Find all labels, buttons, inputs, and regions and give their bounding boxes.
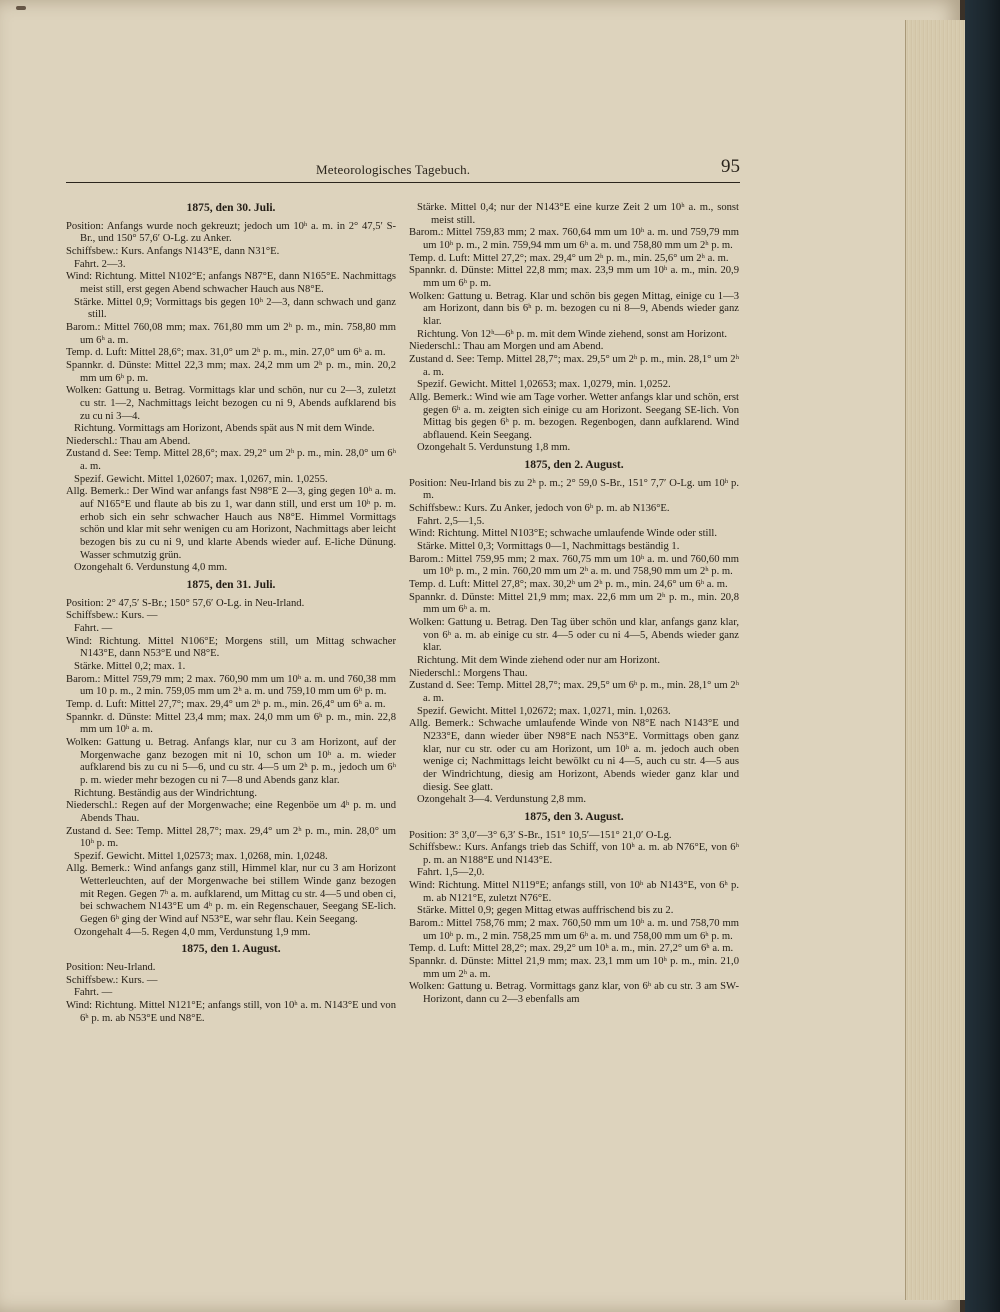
log-line: Schiffsbew.: Kurs. Zu Anker, jedoch von 6ʰ p. m. ab N136°E.	[409, 503, 670, 515]
log-line: Barom.: Mittel 759,79 mm; 2 max. 760,90 mm um 10ʰ a. m. und 760,38 mm um 10 p. m., 2 min. 759,05 mm um 2ʰ a. m. und 759,10 mm um 6ʰ p. m.	[66, 673, 396, 698]
log-line: Schiffsbew.: Kurs. —	[66, 610, 158, 622]
log-line: Wolken: Gattung u. Betrag. Vormittags klar und schön, nur cu 2—3, zuletzt cu str. 1—2, Nachmittags leicht bezogen cu ni 9, Abends aufklarend bis zu cu ni 3—4.	[66, 385, 396, 422]
log-line: Spannkr. d. Dünste: Mittel 23,4 mm; max. 24,0 mm um 6ʰ p. m., min. 22,8 mm um 10ʰ a. m.	[66, 711, 396, 736]
entry-date-heading: 1875, den 30. Juli.	[186, 201, 276, 214]
log-line: Position: Neu-Irland.	[66, 962, 156, 974]
entry-date-heading: 1875, den 1. August.	[181, 942, 281, 956]
log-subline: Stärke. Mittel 0,4; nur der N143°E eine kurze Zeit 2 um 10ʰ a. m., sonst meist still.	[417, 202, 739, 226]
log-line: Spannkr. d. Dünste: Mittel 21,9 mm; max. 22,6 mm um 2ʰ p. m., min. 20,8 mm um 6ʰ a. m.	[409, 591, 739, 616]
entry-date-heading: 1875, den 3. August.	[524, 809, 624, 823]
log-line: Position: Neu-Irland bis zu 2ʰ p. m.; 2° 59,0 S-Br., 151° 7,7′ O-Lg. um 10ʰ p. m.	[409, 477, 739, 502]
log-line: Barom.: Mittel 759,83 mm; 2 max. 760,64 mm um 10ʰ a. m. und 759,79 mm um 10ʰ p. m., 2 min. 759,94 mm um 6ʰ a. m. und 758,80 mm um 2ʰ p. m.	[409, 227, 739, 251]
log-line: Barom.: Mittel 760,08 mm; max. 761,80 mm um 2ʰ p. m., min. 758,80 mm um 6ʰ a. m.	[66, 321, 396, 346]
log-line: Position: 2° 47,5′ S-Br.; 150° 57,6′ O-Lg. in Neu-Irland.	[66, 597, 305, 609]
log-line: Position: Anfangs wurde noch gekreuzt; jedoch um 10ʰ a. m. in 2° 47,5′ S-Br., und 150° 57,6′ O-Lg. zu Anker.	[66, 220, 396, 245]
log-line: Allg. Bemerk.: Der Wind war anfangs fast N98°E 2—3, ging gegen 10ʰ a. m. auf N165°E und flaute ab bis zu 1, war dann still, und erst um 10ʰ p. m. erhob sich ein sehr schwacher Hauch aus N8°E. Himmel Vormittags schön und klar mit sehr wenigen cu am Horizont, Nachmittags aber leicht bezogen bis zu cu ni 9, und klarte Abends wieder auf. E-liche Dünung. Wasser schmutzig grün.	[66, 486, 396, 561]
log-line: Zustand d. See: Temp. Mittel 28,7°; max. 29,5° um 6ʰ p. m., min. 28,1° um 2ʰ a. m.	[409, 680, 739, 704]
page-number: 95	[721, 156, 740, 177]
log-line: Temp. d. Luft: Mittel 28,6°; max. 31,0° um 2ʰ p. m., min. 27,0° um 6ʰ a. m.	[66, 347, 386, 359]
log-line: Schiffsbew.: Kurs. Anfangs trieb das Schiff, von 10ʰ a. m. ab N76°E, von 6ʰ p. m. an N188°E und N143°E.	[409, 842, 739, 866]
log-line: Wind: Richtung. Mittel N103°E; schwache umlaufende Winde oder still.	[409, 528, 717, 540]
log-subline: Richtung. Von 12ʰ—6ʰ p. m. mit dem Winde ziehend, sonst am Horizont.	[417, 328, 728, 340]
log-subline: Fahrt. 1,5—2,0.	[417, 867, 485, 879]
log-line: Schiffsbew.: Kurs. —	[66, 974, 158, 986]
log-line: Wolken: Gattung u. Betrag. Vormittags ganz klar, von 6ʰ ab cu str. 3 am SW-Horizont, dann cu 2—3 ebenfalls am	[409, 981, 739, 1006]
log-subline: Stärke. Mittel 0,2; max. 1.	[74, 660, 186, 672]
log-line: Allg. Bemerk.: Schwache umlaufende Winde von N8°E nach N143°E und N233°E, dann wieder über N98°E nach N53°E. Vormittags oben ganz klar, nur cu str. oder cu am Horizont, um 10ʰ a. m. jedoch auch oben wenige ci; Nachmittags leicht bewölkt cu ni 4—5, auch cu str. 4—5 aus der Windrichtung, diesig am Horizont, Abends wieder ganz klar und diesig. See glatt.	[409, 718, 739, 793]
log-line: Temp. d. Luft: Mittel 28,2°; max. 29,2° um 10ʰ a. m., min. 27,2° um 6ʰ a. m.	[409, 943, 734, 955]
log-line: Position: 3° 3,0′—3° 6,3′ S-Br., 151° 10,5′—151° 21,0′ O-Lg.	[409, 829, 672, 841]
book-cover	[965, 0, 1000, 1312]
log-line: Wolken: Gattung u. Betrag. Den Tag über schön und klar, anfangs ganz klar, von 6ʰ a. m. ab einige cu str. 4—5 oder cu ni 4—5, Abends wieder ganz klar.	[409, 617, 739, 654]
log-line: Wind: Richtung. Mittel N106°E; Morgens still, um Mittag schwacher N143°E, dann N53°E und N8°E.	[66, 635, 396, 660]
log-subline: Fahrt. —	[74, 987, 113, 999]
log-subline: Spezif. Gewicht. Mittel 1,02672; max. 1,0271, min. 1,0263.	[417, 705, 671, 717]
ink-smudge	[16, 6, 26, 10]
log-subline: Ozongehalt 5. Verdunstung 1,8 mm.	[417, 442, 571, 454]
log-line: Niederschl.: Morgens Thau.	[409, 667, 528, 679]
log-subline: Fahrt. —	[74, 623, 113, 634]
log-line: Wolken: Gattung u. Betrag. Anfangs klar, nur cu 3 am Horizont, auf der Morgenwache ganz bezogen mit ni 10, schon um 10ʰ a. m. wieder aufklarend bis zu cu ni 5—6, und cu str. 4—5 um 2ʰ p. m., jedoch um 6ʰ p. m. wieder mehr bezogen cu ni 7—8 und Abends ganz klar.	[66, 736, 396, 786]
right-column	[409, 202, 739, 1007]
log-subline: Richtung. Vormittags am Horizont, Abends spät aus N mit dem Winde.	[74, 423, 375, 435]
page-header	[66, 158, 740, 183]
log-line: Zustand d. See: Temp. Mittel 28,7°; max. 29,5° um 2ʰ p. m., min. 28,1° um 2ʰ a. m.	[409, 353, 739, 378]
log-line: Niederschl.: Thau am Abend.	[66, 435, 191, 447]
log-line: Niederschl.: Thau am Morgen und am Abend.	[409, 341, 604, 353]
log-line: Wind: Richtung. Mittel N102°E; anfangs N87°E, dann N165°E. Nachmittags meist still, erst gegen Abend schwacher Hauch aus N8°E.	[66, 271, 396, 295]
log-line: Allg. Bemerk.: Wind wie am Tage vorher. Wetter anfangs klar und schön, erst gegen 6ʰ a. m. zeigten sich einige cu am Horizont. Seegang SE-lich. Von Mittag bis gegen 6ʰ p. m. bezogen. Regenbogen, dann aufklarend. Wind abflauend. Kein Seegang.	[409, 391, 739, 441]
log-line: Temp. d. Luft: Mittel 27,2°; max. 29,4° um 2ʰ p. m., min. 25,6° um 2ʰ a. m.	[409, 252, 729, 264]
log-line: Schiffsbew.: Kurs. Anfangs N143°E, dann N31°E.	[66, 245, 280, 257]
log-line: Wind: Richtung. Mittel N119°E; anfangs still, von 10ʰ ab N143°E, von 6ʰ p. m. ab N121°E, zuletzt N76°E.	[409, 880, 739, 904]
log-subline: Spezif. Gewicht. Mittel 1,02607; max. 1,0267, min. 1,0255.	[74, 473, 328, 485]
log-line: Temp. d. Luft: Mittel 27,8°; max. 30,2ʰ um 2ʰ p. m., min. 24,6° um 6ʰ a. m.	[409, 579, 728, 591]
log-line: Spannkr. d. Dünste: Mittel 22,8 mm; max. 23,9 mm um 10ʰ a. m., min. 20,9 mm um 6ʰ p. m.	[409, 265, 739, 289]
log-subline: Stärke. Mittel 0,3; Vormittags 0—1, Nachmittags beständig 1.	[417, 541, 680, 553]
log-subline: Spezif. Gewicht. Mittel 1,02653; max. 1,0279, min. 1,0252.	[417, 379, 671, 391]
log-line: Zustand d. See: Temp. Mittel 28,7°; max. 29,4° um 2ʰ p. m., min. 28,0° um 10ʰ p. m.	[66, 825, 396, 850]
log-line: Temp. d. Luft: Mittel 27,7°; max. 29,4° um 2ʰ p. m., min. 26,4° um 6ʰ a. m.	[66, 698, 386, 710]
entry-date-heading: 1875, den 2. August.	[524, 458, 624, 472]
log-line: Spannkr. d. Dünste: Mittel 21,9 mm; max. 23,1 mm um 10ʰ p. m., min. 21,0 mm um 2ʰ a. m.	[409, 956, 739, 980]
log-subline: Stärke. Mittel 0,9; gegen Mittag etwas auffrischend bis zu 2.	[417, 905, 674, 917]
log-subline: Ozongehalt 6. Verdunstung 4,0 mm.	[74, 562, 228, 574]
log-line: Allg. Bemerk.: Wind anfangs ganz still, Himmel klar, nur cu 3 am Horizont Wetterleuchten, auf der Morgenwache bei stillem Winde ganz bezogen mit Regen. Gegen 7ʰ a. m. aufklarend, um Mittag cu str. 4—5 und oben ci, bei schwachem N143°E um 4ʰ p. m. ein Regenschauer, Seegang SE-lich. Gegen 6ʰ ging der Wind auf N53°E, war sehr flau. Kein Seegang.	[66, 863, 396, 926]
log-line: Barom.: Mittel 758,76 mm; 2 max. 760,50 mm um 10ʰ a. m. und 758,70 mm um 10ʰ p. m., 2 min. 758,25 mm um 6ʰ a. m. und 758,00 mm um 6ʰ p. m.	[409, 918, 739, 942]
running-head: Meteorologisches Tagebuch.	[316, 162, 471, 177]
log-line: Zustand d. See: Temp. Mittel 28,6°; max. 29,2° um 2ʰ p. m., min. 28,0° um 6ʰ a. m.	[66, 448, 396, 473]
log-subline: Spezif. Gewicht. Mittel 1,02573; max. 1,0268, min. 1,0248.	[74, 850, 328, 862]
log-line: Niederschl.: Regen auf der Morgenwache; eine Regenböe um 4ʰ p. m. und Abends Thau.	[66, 800, 396, 824]
log-line: Wolken: Gattung u. Betrag. Klar und schön bis gegen Mittag, einige cu 1—3 am Horizont, dann bis 6ʰ p. m. bezogen cu ni 8—9, Abends wieder ganz klar.	[409, 290, 739, 327]
log-line: Spannkr. d. Dünste: Mittel 22,3 mm; max. 24,2 mm um 2ʰ p. m., min. 20,2 mm um 6ʰ p. m.	[66, 359, 396, 384]
log-subline: Stärke. Mittel 0,9; Vormittags bis gegen 10ʰ 2—3, dann schwach und ganz still.	[74, 296, 396, 321]
log-subline: Richtung. Beständig aus der Windrichtung.	[74, 787, 257, 799]
log-line: Barom.: Mittel 759,95 mm; 2 max. 760,75 mm um 10ʰ a. m. und 760,60 mm um 10ʰ p. m., 2 min. 760,20 mm um 2ʰ a. m. und 758,90 mm um 2ʰ p. m.	[409, 553, 739, 578]
log-subline: Richtung. Mit dem Winde ziehend oder nur am Horizont.	[417, 654, 660, 666]
entry-date-heading: 1875, den 31. Juli.	[186, 578, 276, 592]
left-column	[66, 202, 396, 1025]
log-line: Wind: Richtung. Mittel N121°E; anfangs still, von 10ʰ a. m. N143°E und von 6ʰ p. m. ab N53°E und N8°E.	[66, 1000, 396, 1024]
page-edges	[905, 20, 968, 1300]
log-subline: Fahrt. 2,5—1,5.	[417, 515, 485, 527]
log-subline: Ozongehalt 3—4. Verdunstung 2,8 mm.	[417, 794, 586, 806]
log-subline: Ozongehalt 4—5. Regen 4,0 mm, Verdunstung 1,9 mm.	[74, 926, 311, 938]
log-subline: Fahrt. 2—3.	[74, 258, 126, 270]
